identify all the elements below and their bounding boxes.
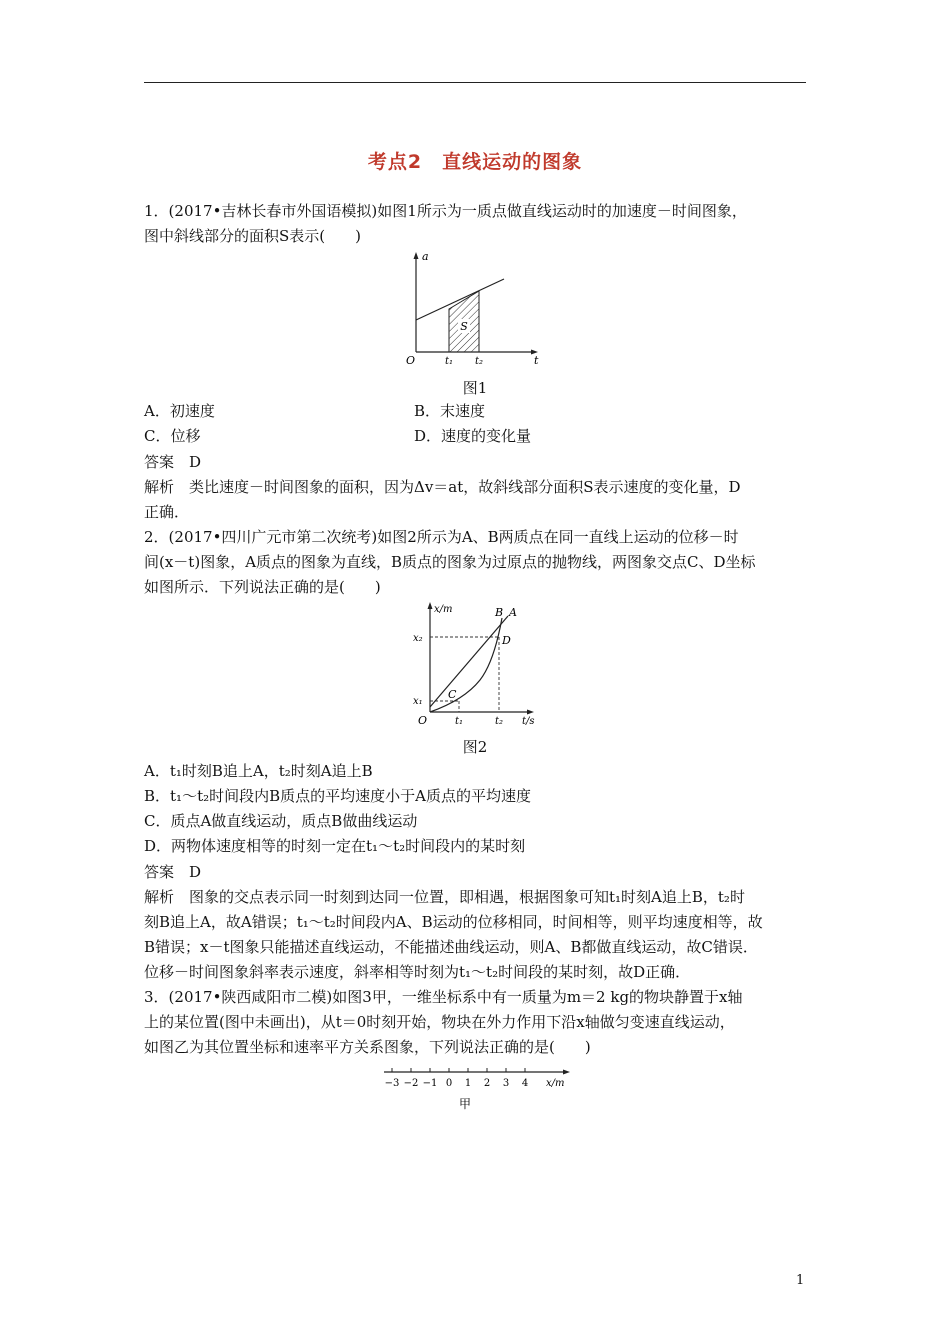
fig3-tick-label: −3: [384, 1078, 400, 1089]
fig2-label-b: B: [495, 606, 504, 619]
q2-option-b: B．t₁～t₂时间段内B质点的平均速度小于A质点的平均速度: [144, 787, 531, 805]
q2-line3: 如图所示．下列说法正确的是( ): [144, 578, 381, 596]
fig2-x1-label: x₁: [413, 696, 423, 707]
fig2-origin: O: [418, 714, 428, 727]
q2-answer: 答案 D: [144, 863, 202, 881]
fig3-tick-label: 4: [521, 1078, 529, 1089]
figure-1-acceleration-time-graph: [398, 248, 550, 372]
q2-option-d: D．两物体速度相等的时刻一定在t₁～t₂时间段内的某时刻: [144, 837, 526, 855]
fig3-caption: 甲: [458, 1097, 472, 1111]
fig2-t1-label: t₁: [454, 716, 464, 727]
fig2-y-arrow: [428, 602, 433, 609]
fig1-y-label: a: [422, 250, 429, 263]
q2-line1: 2．(2017•四川广元市第二次统考)如图2所示为A、B两质点在同一直线上运动的位移－时: [144, 528, 739, 546]
section-title: 考点2 直线运动的图象: [367, 151, 583, 173]
fig1-y-arrow: [414, 252, 419, 259]
fig3-tick-label: 1: [464, 1078, 472, 1089]
q1-line1: 1．(2017•吉林长春市外国语模拟)如图1所示为一质点做直线运动时的加速度－时间图象，: [144, 202, 747, 220]
fig3-tick-label: 3: [502, 1078, 510, 1089]
fig2-label-a: A: [509, 606, 517, 619]
fig3-arrow: [563, 1070, 570, 1075]
page-number: 1: [796, 1273, 805, 1288]
figure-3a-number-line: [380, 1066, 580, 1116]
q3-line1: 3．(2017•陕西咸阳市二模)如图3甲，一维坐标系中有一质量为m＝2 kg的物块静置于x轴: [144, 988, 743, 1006]
fig1-origin: O: [406, 354, 416, 367]
fig2-x-arrow: [527, 710, 534, 715]
fig3-tick-label: −2: [403, 1078, 419, 1089]
fig3-axis-label: x/m: [546, 1078, 565, 1089]
q1-analysis-line2: 正确．: [144, 503, 190, 521]
fig3-tick-label: −1: [422, 1078, 438, 1089]
fig2-point-d: D: [502, 634, 511, 647]
q3-line2: 上的某位置(图中未画出)，从t＝0时刻开始，物块在外力作用下沿x轴做匀变速直线运动，: [144, 1013, 735, 1031]
figure-2-caption: 图2: [462, 738, 488, 756]
q1-answer: 答案 D: [144, 453, 202, 471]
fig2-t2-label: t₂: [494, 716, 504, 727]
fig3-tick-label: 2: [483, 1078, 491, 1089]
q2-analysis-line2: 刻B追上A，故A错误；t₁～t₂时间段内A、B运动的位移相同，时间相等，则平均速度相等，故: [144, 913, 763, 931]
fig2-x-label: t/s: [522, 716, 535, 727]
q2-line2: 间(x－t)图象，A质点的图象为直线，B质点的图象为过原点的抛物线，两图象交点C、D坐标: [144, 553, 756, 571]
q2-option-c: C．质点A做直线运动，质点B做曲线运动: [144, 812, 418, 830]
fig1-x-label: t: [534, 354, 539, 367]
q2-option-a: A．t₁时刻B追上A，t₂时刻A追上B: [144, 762, 373, 780]
header-rule: [144, 82, 806, 83]
q2-analysis-line3: B错误；x－t图象只能描述直线运动，不能描述曲线运动，则A、B都做直线运动，故C错误．: [144, 938, 758, 956]
q2-analysis-line1: 解析 图象的交点表示同一时刻到达同一位置，即相遇，根据图象可知t₁时刻A追上B，t₂时: [144, 888, 745, 906]
q1-option-b: B．末速度: [414, 402, 486, 420]
fig2-x2-label: x₂: [413, 633, 423, 644]
figure-1-caption: 图1: [462, 379, 488, 397]
q1-analysis-line1: 解析 类比速度－时间图象的面积，因为Δv＝at，故斜线部分面积S表示速度的变化量，D: [144, 478, 741, 496]
q1-option-a: A．初速度: [144, 402, 215, 420]
fig2-point-c: C: [448, 688, 457, 701]
fig3-tick-label: 0: [445, 1078, 453, 1089]
q1-line2: 图中斜线部分的面积S表示( ): [144, 227, 361, 245]
fig1-t1-label: t₁: [444, 356, 454, 367]
fig1-t2-label: t₂: [474, 356, 484, 367]
q2-analysis-line4: 位移－时间图象斜率表示速度，斜率相等时刻为t₁～t₂时间段的某时刻，故D正确．: [144, 963, 691, 981]
fig2-y-label: x/m: [434, 604, 453, 615]
fig1-area-label: S: [460, 320, 468, 333]
q1-option-d: D．速度的变化量: [414, 427, 532, 445]
figure-2-position-time-graph: [408, 600, 548, 728]
fig2-line-a: [430, 616, 508, 707]
q1-option-c: C．位移: [144, 427, 201, 445]
q3-line3: 如图乙为其位置坐标和速率平方关系图象，下列说法正确的是( ): [144, 1038, 591, 1056]
